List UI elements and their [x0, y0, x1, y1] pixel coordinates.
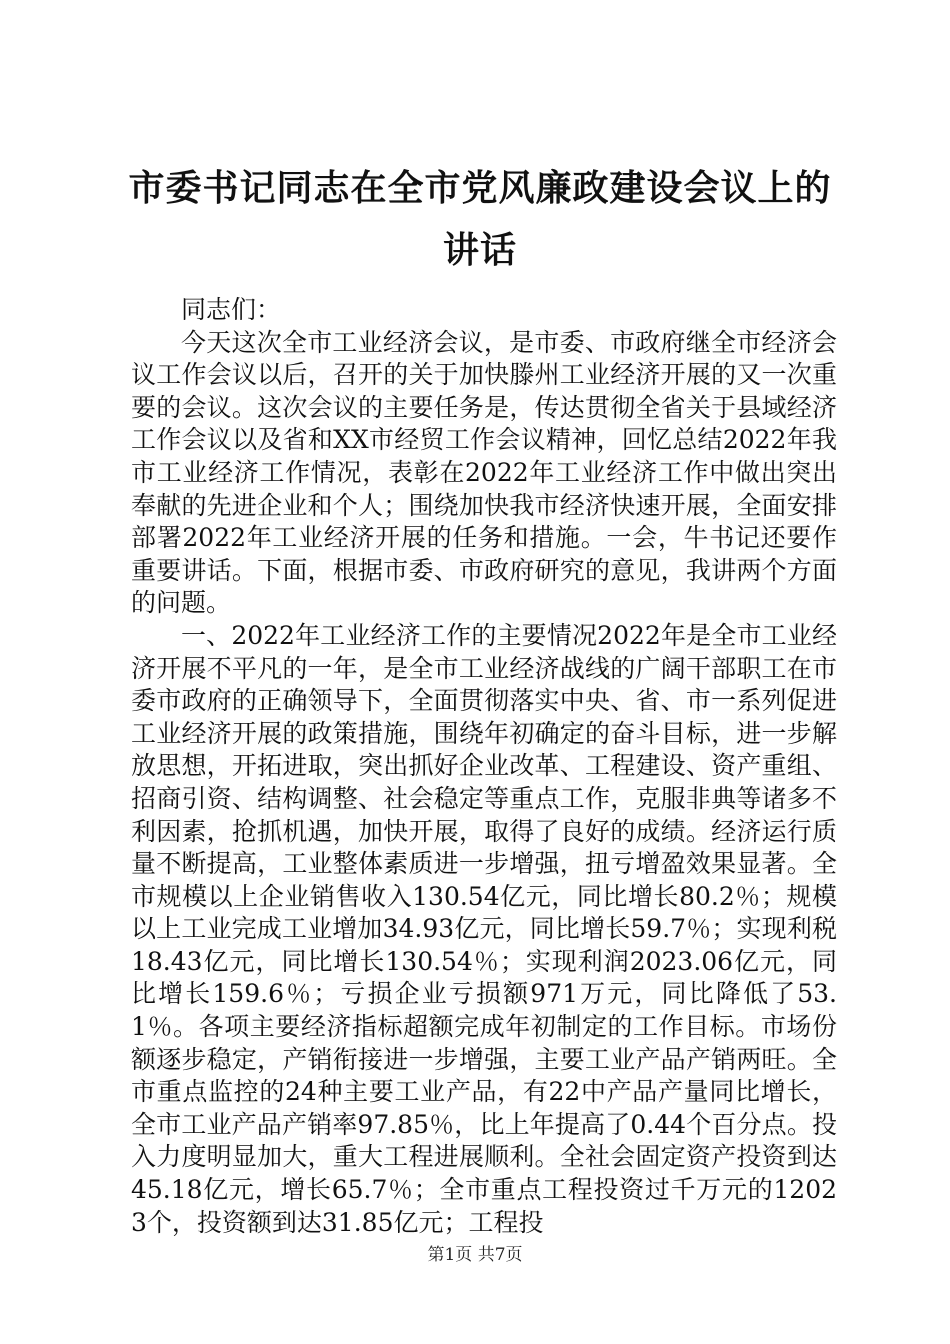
page-number-footer: 第1页 共7页	[427, 1245, 523, 1265]
document-title: 市委书记同志在全市党风廉政建设会议上的讲话	[128, 168, 832, 271]
paragraph: 一、2022年工业经济工作的主要情况2022年是全市工业经济开展不平凡的一年，是全市工业经济战线的广阔干部职工在市委市政府的正确领导下，全面贯彻落实中央、省、市一系列促进工业经济开展的政策措施，围绕年初确定的奋斗目标，进一步解放思想，开拓进取，突出抓好企业改革、工程建设、资产重组、招商引资、结构调整、社会稳定等重点工作，克服非典等诸多不利因素，抢抓机遇，加快开展，取得了良好的成绩。经济运行质量不断提高，工业整体素质进一步增强，扭亏增盈效果显著。全市规模以上企业销售收入130.54亿元，同比增长80.2％；规模以上工业完成工业增加34.93亿元，同比增长59.7％；实现利税18.43亿元，同比增长130.54％；实现利润2023.06亿元，同比增长159.6％；亏损企业亏损额971万元，同比降低了53.1％。各项主要经济指标超额完成年初制定的工作目标。市场份额逐步稳定，产销衔接进一步增强，主要工业产品产销两旺。全市重点监控的24种主要工业产品，有22中产品产量同比增长，全市工业产品产销率97.85％，比上年提高了0.44个百分点。投入力度明显加大，重大工程进展顺利。全社会固定资产投资到达45.18亿元，增长65.7％；全市重点工程投资过千万元的12023个，投资额到达31.85亿元；工程投	[131, 620, 837, 1237]
salutation: 同志们：	[181, 295, 282, 324]
document-body	[131, 294, 837, 1239]
paragraph: 今天这次全市工业经济会议，是市委、市政府继全市经济会议工作会议以后，召开的关于加快滕州工业经济开展的又一次重要的会议。这次会议的主要任务是，传达贯彻全省关于县域经济工作会议以及省和XX市经贸工作会议精神，回忆总结2022年我市工业经济工作情况，表彰在2022年工业经济工作中做出突出奉献的先进企业和个人；围绕加快我市经济快速开展，全面安排部署2022年工业经济开展的任务和措施。一会，牛书记还要作重要讲话。下面，根据市委、市政府研究的意见，我讲两个方面的问题。	[131, 327, 837, 618]
